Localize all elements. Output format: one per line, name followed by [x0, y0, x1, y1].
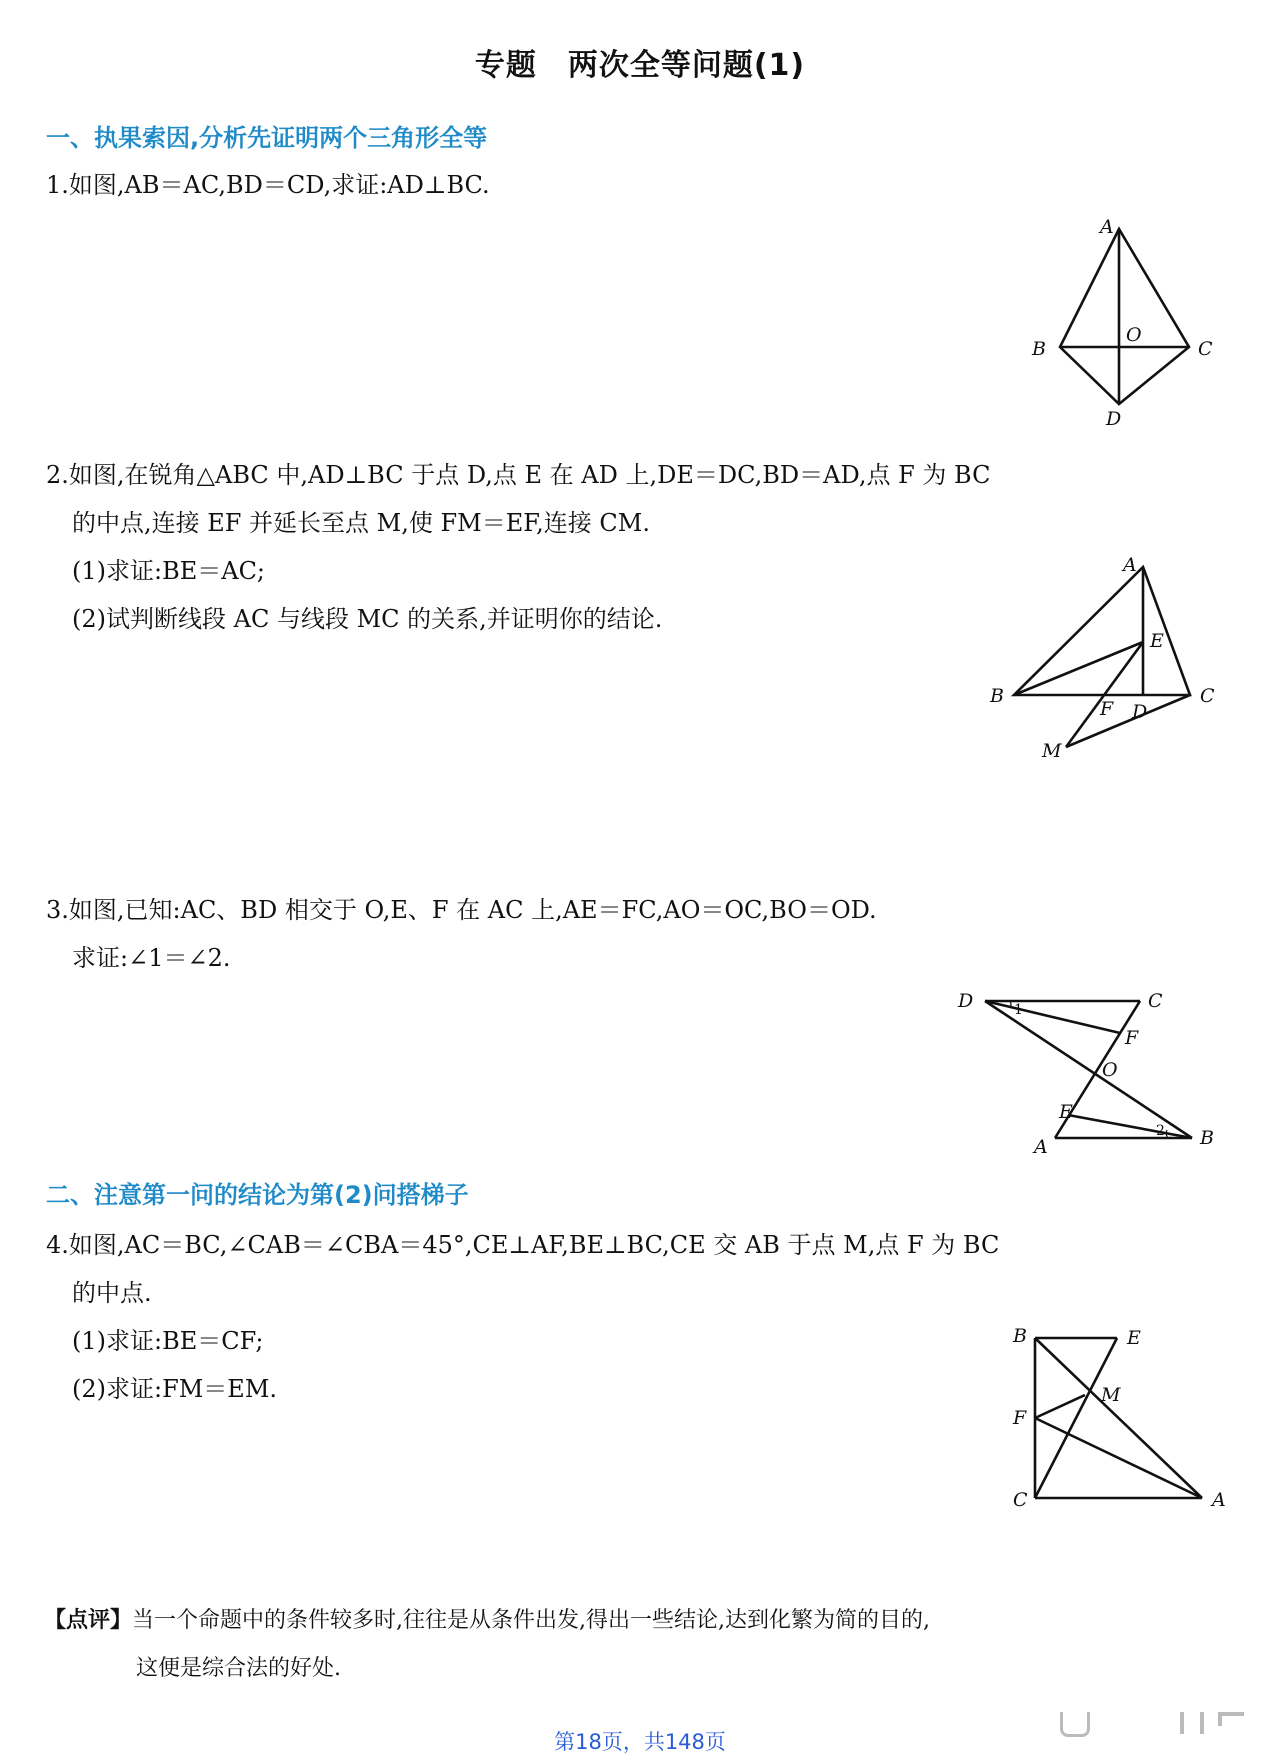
fig2-label-b: B [990, 685, 1004, 707]
fig2-label-m: M [1042, 740, 1062, 760]
remark-line-2: 这便是综合法的好处. [136, 1656, 341, 1681]
problem-4-line-2: 的中点. [72, 1279, 152, 1307]
problem-4-question-1: (1)求证:BE＝CF; [72, 1327, 264, 1355]
fig4-label-m: M [1101, 1384, 1121, 1406]
fig4-label-f: F [1013, 1407, 1027, 1429]
fig1-label-a: A [1100, 216, 1114, 238]
fig4-label-c: C [1013, 1489, 1028, 1511]
fig3-label-d: D [958, 990, 974, 1012]
problem-2-question-2: (2)试判断线段 AC 与线段 MC 的关系,并证明你的结论. [72, 605, 663, 633]
scan-artifact [1218, 1712, 1244, 1726]
remark-line-1 [44, 1606, 930, 1636]
fig3-label-a: A [1034, 1136, 1048, 1155]
problem-1: 1.如图,AB＝AC,BD＝CD,求证:AD⊥BC. [46, 171, 490, 199]
fig1-label-o: O [1126, 324, 1142, 346]
remark-text-1: 当一个命题中的条件较多时,往往是从条件出发,得出一些结论,达到化繁为简的目的, [132, 1608, 930, 1633]
section-heading-1: 一、执果索因,分析先证明两个三角形全等 [46, 124, 488, 152]
figure-3 [950, 985, 1230, 1155]
remark-tag: 【点评】 [44, 1608, 133, 1633]
problem-4-question-2: (2)求证:FM＝EM. [72, 1375, 278, 1403]
fig3-label-b: B [1200, 1127, 1214, 1149]
fig4-label-a: A [1212, 1489, 1226, 1511]
fig3-label-c: C [1148, 990, 1163, 1012]
fig1-label-b: B [1032, 338, 1046, 360]
fig3-angle-1: 1 [1014, 1002, 1023, 1018]
problem-2-line-1: 2.如图,在锐角△ABC 中,AD⊥BC 于点 D,点 E 在 AD 上,DE＝DC,BD＝AD,点 F 为 BC [46, 461, 991, 489]
page-footer: 第18页，共148页 [554, 1730, 726, 1754]
fig3-label-e: E [1059, 1101, 1073, 1123]
fig4-label-e: E [1127, 1327, 1141, 1349]
section-heading-2: 二、注意第一问的结论为第(2)问搭梯子 [46, 1181, 469, 1209]
figure-4 [1005, 1320, 1245, 1515]
problem-4-line-1: 4.如图,AC＝BC,∠CAB＝∠CBA＝45°,CE⊥AF,BE⊥BC,CE 交 AB 于点 M,点 F 为 BC [46, 1231, 1000, 1259]
fig3-angle-2: 2 [1156, 1123, 1165, 1139]
problem-3-line-2: 求证:∠1＝∠2. [72, 944, 231, 972]
figure-2 [990, 555, 1230, 760]
page-title: 专题 两次全等问题(1) [474, 48, 806, 83]
fig1-label-d: D [1106, 408, 1122, 430]
problem-2-question-1: (1)求证:BE＝AC; [72, 557, 266, 585]
fig4-label-b: B [1013, 1325, 1027, 1347]
problem-3-line-1: 3.如图,已知:AC、BD 相交于 O,E、F 在 AC 上,AE＝FC,AO＝OC,BO＝OD. [46, 896, 877, 924]
fig3-label-f: F [1125, 1027, 1139, 1049]
fig2-label-d: D [1132, 701, 1148, 723]
fig2-label-a: A [1123, 555, 1137, 576]
figure-1 [1020, 215, 1240, 435]
fig2-label-c: C [1200, 685, 1215, 707]
problem-2-line-2: 的中点,连接 EF 并延长至点 M,使 FM＝EF,连接 CM. [72, 509, 651, 537]
fig3-label-o: O [1102, 1059, 1118, 1081]
fig2-label-e: E [1150, 630, 1164, 652]
fig2-label-f: F [1100, 698, 1114, 720]
fig1-label-c: C [1198, 338, 1213, 360]
